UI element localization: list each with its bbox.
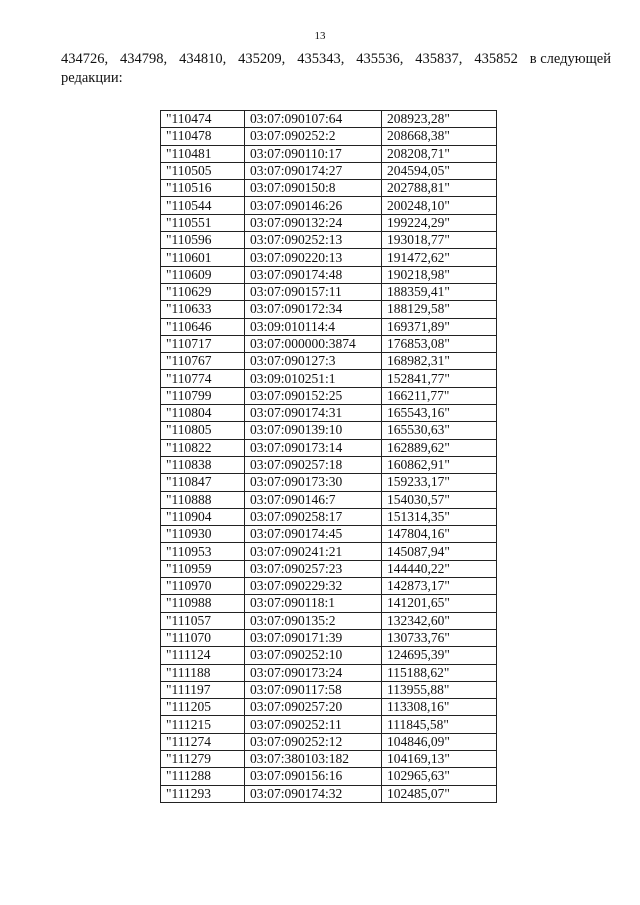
record-number-cell: "111188 bbox=[161, 664, 245, 681]
record-number-cell: "110629 bbox=[161, 283, 245, 300]
value-cell: 165530,63" bbox=[382, 422, 497, 439]
table-row bbox=[161, 543, 497, 560]
cadastral-number-cell: 03:07:090152:25 bbox=[245, 387, 382, 404]
record-number-cell: "110767 bbox=[161, 353, 245, 370]
record-number-cell: "111057 bbox=[161, 612, 245, 629]
table-row bbox=[161, 335, 497, 352]
cadastral-number-cell: 03:07:090174:45 bbox=[245, 526, 382, 543]
table-row bbox=[161, 578, 497, 595]
value-cell: 132342,60" bbox=[382, 612, 497, 629]
record-number-cell: "110838 bbox=[161, 456, 245, 473]
intro-paragraph bbox=[61, 50, 611, 88]
data-table-body bbox=[161, 111, 497, 803]
table-row bbox=[161, 111, 497, 128]
table-row bbox=[161, 699, 497, 716]
cadastral-number-cell: 03:07:380103:182 bbox=[245, 750, 382, 767]
record-number-cell: "110478 bbox=[161, 128, 245, 145]
table-row bbox=[161, 301, 497, 318]
table-row bbox=[161, 422, 497, 439]
record-number-cell: "111215 bbox=[161, 716, 245, 733]
value-cell: 113955,88" bbox=[382, 681, 497, 698]
value-cell: 144440,22" bbox=[382, 560, 497, 577]
table-row bbox=[161, 456, 497, 473]
table-row bbox=[161, 249, 497, 266]
table-row bbox=[161, 180, 497, 197]
record-number-cell: "110601 bbox=[161, 249, 245, 266]
record-number-cell: "111205 bbox=[161, 699, 245, 716]
value-cell: 124695,39" bbox=[382, 647, 497, 664]
value-cell: 142873,17" bbox=[382, 578, 497, 595]
value-cell: 190218,98" bbox=[382, 266, 497, 283]
record-number-cell: "110988 bbox=[161, 595, 245, 612]
value-cell: 193018,77" bbox=[382, 232, 497, 249]
cadastral-number-cell: 03:07:090252:12 bbox=[245, 733, 382, 750]
value-cell: 154030,57" bbox=[382, 491, 497, 508]
value-cell: 130733,76" bbox=[382, 629, 497, 646]
record-number-cell: "110799 bbox=[161, 387, 245, 404]
value-cell: 145087,94" bbox=[382, 543, 497, 560]
cadastral-number-cell: 03:07:090257:23 bbox=[245, 560, 382, 577]
table-row bbox=[161, 439, 497, 456]
cadastral-number-cell: 03:07:090173:14 bbox=[245, 439, 382, 456]
value-cell: 208668,38" bbox=[382, 128, 497, 145]
cadastral-number-cell: 03:07:090146:26 bbox=[245, 197, 382, 214]
record-number-cell: "110930 bbox=[161, 526, 245, 543]
table-row bbox=[161, 145, 497, 162]
record-number-cell: "110596 bbox=[161, 232, 245, 249]
table-row bbox=[161, 474, 497, 491]
table-row bbox=[161, 629, 497, 646]
cadastral-number-cell: 03:07:090252:2 bbox=[245, 128, 382, 145]
record-number-cell: "110970 bbox=[161, 578, 245, 595]
cadastral-number-cell: 03:07:090132:24 bbox=[245, 214, 382, 231]
cadastral-number-cell: 03:09:010251:1 bbox=[245, 370, 382, 387]
cadastral-number-cell: 03:07:090157:11 bbox=[245, 283, 382, 300]
intro-number: 435852 bbox=[474, 51, 518, 67]
cadastral-number-cell: 03:07:090150:8 bbox=[245, 180, 382, 197]
intro-number: 434798, bbox=[120, 51, 168, 67]
record-number-cell: "111279 bbox=[161, 750, 245, 767]
table-row bbox=[161, 595, 497, 612]
value-cell: 111845,58" bbox=[382, 716, 497, 733]
value-cell: 188129,58" bbox=[382, 301, 497, 318]
value-cell: 199224,29" bbox=[382, 214, 497, 231]
value-cell: 176853,08" bbox=[382, 335, 497, 352]
record-number-cell: "110609 bbox=[161, 266, 245, 283]
intro-number: 435837, bbox=[415, 51, 463, 67]
cadastral-number-cell: 03:07:090135:2 bbox=[245, 612, 382, 629]
intro-number: 435209, bbox=[238, 51, 286, 67]
record-number-cell: "110551 bbox=[161, 214, 245, 231]
value-cell: 166211,77" bbox=[382, 387, 497, 404]
value-cell: 165543,16" bbox=[382, 405, 497, 422]
cadastral-number-cell: 03:07:090174:48 bbox=[245, 266, 382, 283]
table-row bbox=[161, 750, 497, 767]
cadastral-number-cell: 03:07:090252:11 bbox=[245, 716, 382, 733]
intro-number: 434810, bbox=[179, 51, 227, 67]
cadastral-number-cell: 03:07:090107:64 bbox=[245, 111, 382, 128]
cadastral-number-cell: 03:07:090241:21 bbox=[245, 543, 382, 560]
value-cell: 162889,62" bbox=[382, 439, 497, 456]
record-number-cell: "111124 bbox=[161, 647, 245, 664]
value-cell: 104846,09" bbox=[382, 733, 497, 750]
value-cell: 104169,13" bbox=[382, 750, 497, 767]
record-number-cell: "110953 bbox=[161, 543, 245, 560]
record-number-cell: "110505 bbox=[161, 162, 245, 179]
table-row bbox=[161, 560, 497, 577]
value-cell: 159233,17" bbox=[382, 474, 497, 491]
value-cell: 102485,07" bbox=[382, 785, 497, 802]
table-row bbox=[161, 370, 497, 387]
value-cell: 151314,35" bbox=[382, 508, 497, 525]
record-number-cell: "110888 bbox=[161, 491, 245, 508]
table-row bbox=[161, 266, 497, 283]
cadastral-number-cell: 03:07:090252:10 bbox=[245, 647, 382, 664]
record-number-cell: "110774 bbox=[161, 370, 245, 387]
table-row bbox=[161, 283, 497, 300]
cadastral-number-cell: 03:07:090156:16 bbox=[245, 768, 382, 785]
intro-tail: в следующей bbox=[529, 51, 611, 67]
value-cell: 160862,91" bbox=[382, 456, 497, 473]
record-number-cell: "110717 bbox=[161, 335, 245, 352]
cadastral-number-cell: 03:07:000000:3874 bbox=[245, 335, 382, 352]
record-number-cell: "110633 bbox=[161, 301, 245, 318]
record-number-cell: "111197 bbox=[161, 681, 245, 698]
value-cell: 141201,65" bbox=[382, 595, 497, 612]
value-cell: 147804,16" bbox=[382, 526, 497, 543]
table-row bbox=[161, 681, 497, 698]
record-number-cell: "110847 bbox=[161, 474, 245, 491]
cadastral-number-cell: 03:07:090258:17 bbox=[245, 508, 382, 525]
table-row bbox=[161, 197, 497, 214]
cadastral-number-cell: 03:07:090220:13 bbox=[245, 249, 382, 266]
value-cell: 188359,41" bbox=[382, 283, 497, 300]
table-row bbox=[161, 162, 497, 179]
table-row bbox=[161, 526, 497, 543]
value-cell: 168982,31" bbox=[382, 353, 497, 370]
value-cell: 204594,05" bbox=[382, 162, 497, 179]
table-row bbox=[161, 491, 497, 508]
table-row bbox=[161, 353, 497, 370]
record-number-cell: "111293 bbox=[161, 785, 245, 802]
table-row bbox=[161, 785, 497, 802]
cadastral-number-cell: 03:07:090139:10 bbox=[245, 422, 382, 439]
table-row bbox=[161, 664, 497, 681]
cadastral-number-cell: 03:07:090257:18 bbox=[245, 456, 382, 473]
cadastral-number-cell: 03:07:090257:20 bbox=[245, 699, 382, 716]
table-row bbox=[161, 733, 497, 750]
record-number-cell: "110516 bbox=[161, 180, 245, 197]
record-number-cell: "110481 bbox=[161, 145, 245, 162]
value-cell: 115188,62" bbox=[382, 664, 497, 681]
record-number-cell: "110904 bbox=[161, 508, 245, 525]
cadastral-number-cell: 03:07:090127:3 bbox=[245, 353, 382, 370]
table-row bbox=[161, 387, 497, 404]
cadastral-number-cell: 03:07:090172:34 bbox=[245, 301, 382, 318]
cadastral-number-cell: 03:07:090173:24 bbox=[245, 664, 382, 681]
cadastral-number-cell: 03:07:090229:32 bbox=[245, 578, 382, 595]
cadastral-number-cell: 03:09:010114:4 bbox=[245, 318, 382, 335]
value-cell: 202788,81" bbox=[382, 180, 497, 197]
cadastral-number-cell: 03:07:090174:27 bbox=[245, 162, 382, 179]
value-cell: 208923,28" bbox=[382, 111, 497, 128]
cadastral-number-cell: 03:07:090118:1 bbox=[245, 595, 382, 612]
cadastral-number-cell: 03:07:090174:32 bbox=[245, 785, 382, 802]
record-number-cell: "111274 bbox=[161, 733, 245, 750]
cadastral-number-cell: 03:07:090174:31 bbox=[245, 405, 382, 422]
intro-number: 434726, bbox=[61, 51, 109, 67]
intro-line-1 bbox=[61, 50, 611, 69]
record-number-cell: "110544 bbox=[161, 197, 245, 214]
value-cell: 191472,62" bbox=[382, 249, 497, 266]
table-row bbox=[161, 128, 497, 145]
value-cell: 152841,77" bbox=[382, 370, 497, 387]
record-number-cell: "110805 bbox=[161, 422, 245, 439]
record-number-cell: "110646 bbox=[161, 318, 245, 335]
value-cell: 102965,63" bbox=[382, 768, 497, 785]
intro-line-2: редакции: bbox=[61, 70, 123, 86]
record-number-cell: "110822 bbox=[161, 439, 245, 456]
cadastral-number-cell: 03:07:090146:7 bbox=[245, 491, 382, 508]
cadastral-number-cell: 03:07:090171:39 bbox=[245, 629, 382, 646]
table-row bbox=[161, 214, 497, 231]
cadastral-number-cell: 03:07:090110:17 bbox=[245, 145, 382, 162]
table-row bbox=[161, 647, 497, 664]
cadastral-number-cell: 03:07:090117:58 bbox=[245, 681, 382, 698]
cadastral-number-cell: 03:07:090252:13 bbox=[245, 232, 382, 249]
record-number-cell: "111070 bbox=[161, 629, 245, 646]
intro-number: 435536, bbox=[356, 51, 404, 67]
intro-number: 435343, bbox=[297, 51, 345, 67]
data-table bbox=[160, 110, 497, 803]
value-cell: 200248,10" bbox=[382, 197, 497, 214]
record-number-cell: "110804 bbox=[161, 405, 245, 422]
record-number-cell: "110474 bbox=[161, 111, 245, 128]
table-row bbox=[161, 318, 497, 335]
table-row bbox=[161, 612, 497, 629]
record-number-cell: "111288 bbox=[161, 768, 245, 785]
value-cell: 113308,16" bbox=[382, 699, 497, 716]
value-cell: 169371,89" bbox=[382, 318, 497, 335]
table-row bbox=[161, 768, 497, 785]
value-cell: 208208,71" bbox=[382, 145, 497, 162]
page-number: 13 bbox=[314, 30, 326, 42]
table-row bbox=[161, 232, 497, 249]
table-row bbox=[161, 508, 497, 525]
record-number-cell: "110959 bbox=[161, 560, 245, 577]
table-row bbox=[161, 405, 497, 422]
cadastral-number-cell: 03:07:090173:30 bbox=[245, 474, 382, 491]
table-row bbox=[161, 716, 497, 733]
